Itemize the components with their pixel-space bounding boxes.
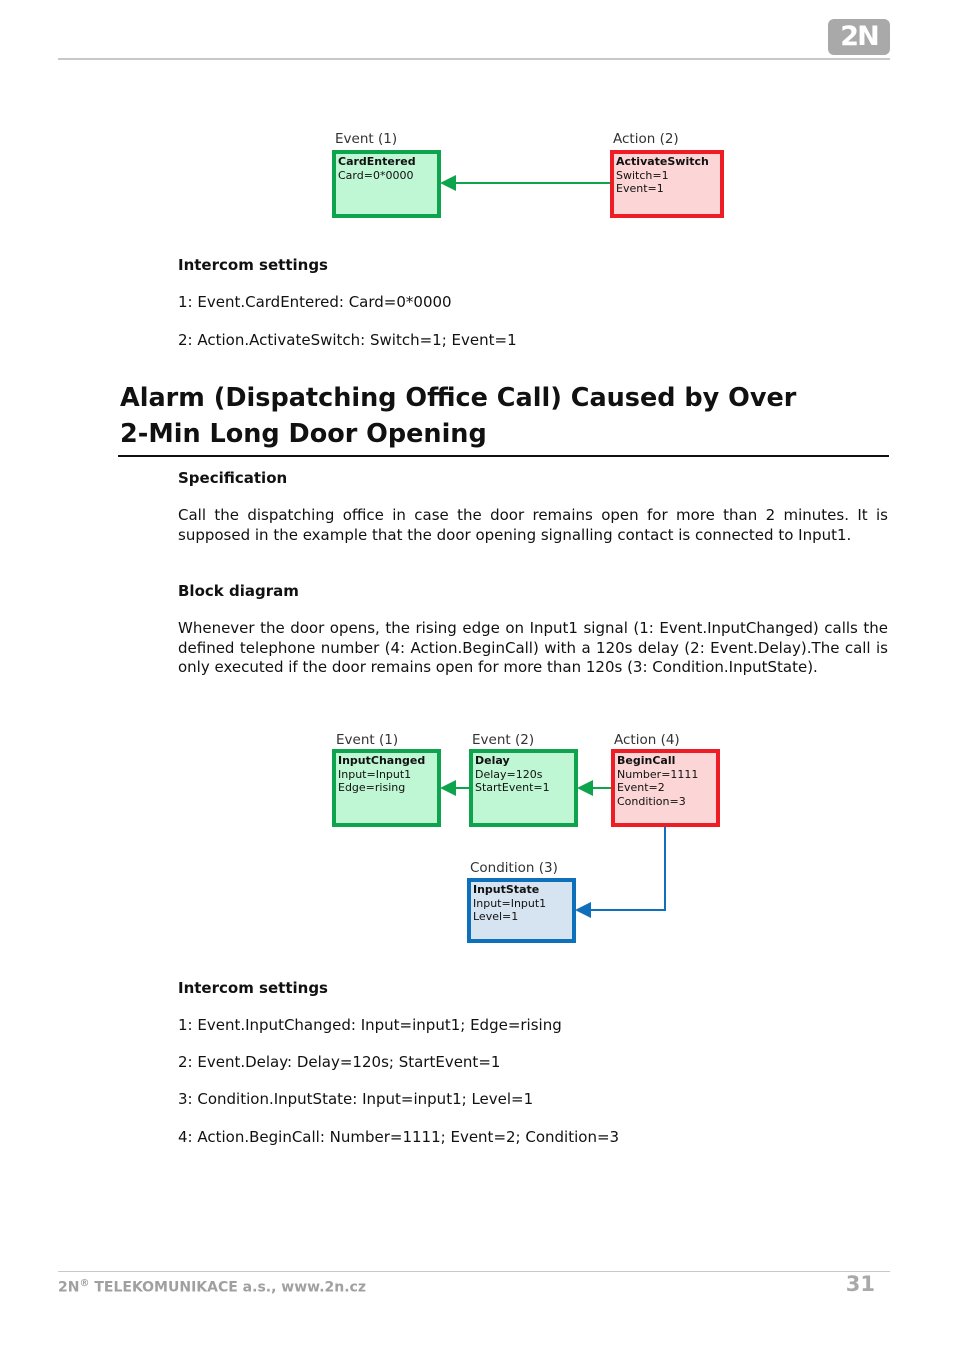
block-param: Condition=3 bbox=[617, 794, 686, 808]
section2-line: 4: Action.BeginCall: Number=1111; Event=2; Condition=3 bbox=[178, 1128, 620, 1146]
specification-text: Call the dispatching office in case the door remains open for more than 2 minutes. It is supposed in the example that the door opening signalling contact is connected to Input1. bbox=[178, 506, 888, 544]
footer-company-name: TELEKOMUNIKACE a.s., www.2n.cz bbox=[89, 1279, 366, 1296]
diagram1-event-label: Event (1) bbox=[335, 131, 398, 147]
title-rule bbox=[118, 455, 889, 457]
diagram2-event2-block bbox=[469, 749, 578, 827]
section2-heading: Intercom settings bbox=[178, 979, 328, 997]
block-param: StartEvent=1 bbox=[475, 781, 550, 794]
block-title: ActivateSwitch bbox=[616, 155, 709, 168]
diagram2-event1-label: Event (1) bbox=[336, 732, 399, 748]
block-title: Delay bbox=[475, 754, 510, 767]
block-title: BeginCall bbox=[617, 754, 676, 767]
block-param: Level=1 bbox=[473, 910, 519, 923]
diagram2-action4-block bbox=[611, 749, 720, 827]
block-param: Number=1111 bbox=[617, 767, 699, 781]
diagram2-event1-block bbox=[332, 749, 441, 827]
section2-line: 1: Event.InputChanged: Input=input1; Edge=rising bbox=[178, 1016, 562, 1034]
block-diagram-text: Whenever the door opens, the rising edge on Input1 signal (1: Event.InputChanged) calls the defined telephone number (4: Action.BeginCall) with a 120s delay (2: Event.Delay).The call is only executed if the door remains open for more than 120s (3: Condition.InputState). bbox=[178, 619, 888, 676]
block-diagram-heading: Block diagram bbox=[178, 582, 299, 600]
footer-company bbox=[58, 1278, 366, 1296]
specification-heading: Specification bbox=[178, 469, 288, 487]
connector-action4-condition3 bbox=[577, 827, 665, 910]
diagram1-event-block bbox=[332, 150, 441, 218]
company-logo: 2N bbox=[828, 19, 890, 55]
section1-line: 2: Action.ActivateSwitch: Switch=1; Event=1 bbox=[178, 331, 517, 349]
section-title bbox=[120, 380, 890, 452]
block-param: Event=1 bbox=[616, 182, 664, 195]
block-param: Delay=120s bbox=[475, 767, 543, 781]
block-title: CardEntered bbox=[338, 155, 416, 168]
diagram1-action-block bbox=[610, 150, 724, 218]
block-title: InputState bbox=[473, 883, 540, 896]
footer-brand: 2N bbox=[58, 1279, 80, 1296]
section-title-line2: 2-Min Long Door Opening bbox=[120, 419, 487, 449]
footer-rule bbox=[58, 1271, 890, 1272]
block-title: InputChanged bbox=[338, 754, 426, 767]
diagram2-condition3-label: Condition (3) bbox=[470, 860, 558, 876]
section2-line: 2: Event.Delay: Delay=120s; StartEvent=1 bbox=[178, 1053, 501, 1071]
section2-line: 3: Condition.InputState: Input=input1; Level=1 bbox=[178, 1090, 534, 1108]
footer-registered-mark: ® bbox=[79, 1278, 90, 1289]
diagram2-action4-label: Action (4) bbox=[614, 732, 680, 748]
page-number: 31 bbox=[845, 1272, 875, 1296]
diagram1-action-label: Action (2) bbox=[613, 131, 679, 147]
block-param: Input=Input1 bbox=[473, 896, 547, 910]
diagram2-condition3-block bbox=[467, 878, 576, 943]
section1-line: 1: Event.CardEntered: Card=0*0000 bbox=[178, 293, 452, 311]
block-param: Event=2 bbox=[617, 781, 665, 794]
section1-heading: Intercom settings bbox=[178, 256, 328, 274]
block-param: Switch=1 bbox=[616, 168, 669, 182]
block-param: Card=0*0000 bbox=[338, 168, 414, 182]
diagram2-event2-label: Event (2) bbox=[472, 732, 535, 748]
block-param: Input=Input1 bbox=[338, 767, 412, 781]
block-param: Edge=rising bbox=[338, 781, 406, 794]
section-title-line1: Alarm (Dispatching Office Call) Caused by Over bbox=[120, 383, 797, 413]
